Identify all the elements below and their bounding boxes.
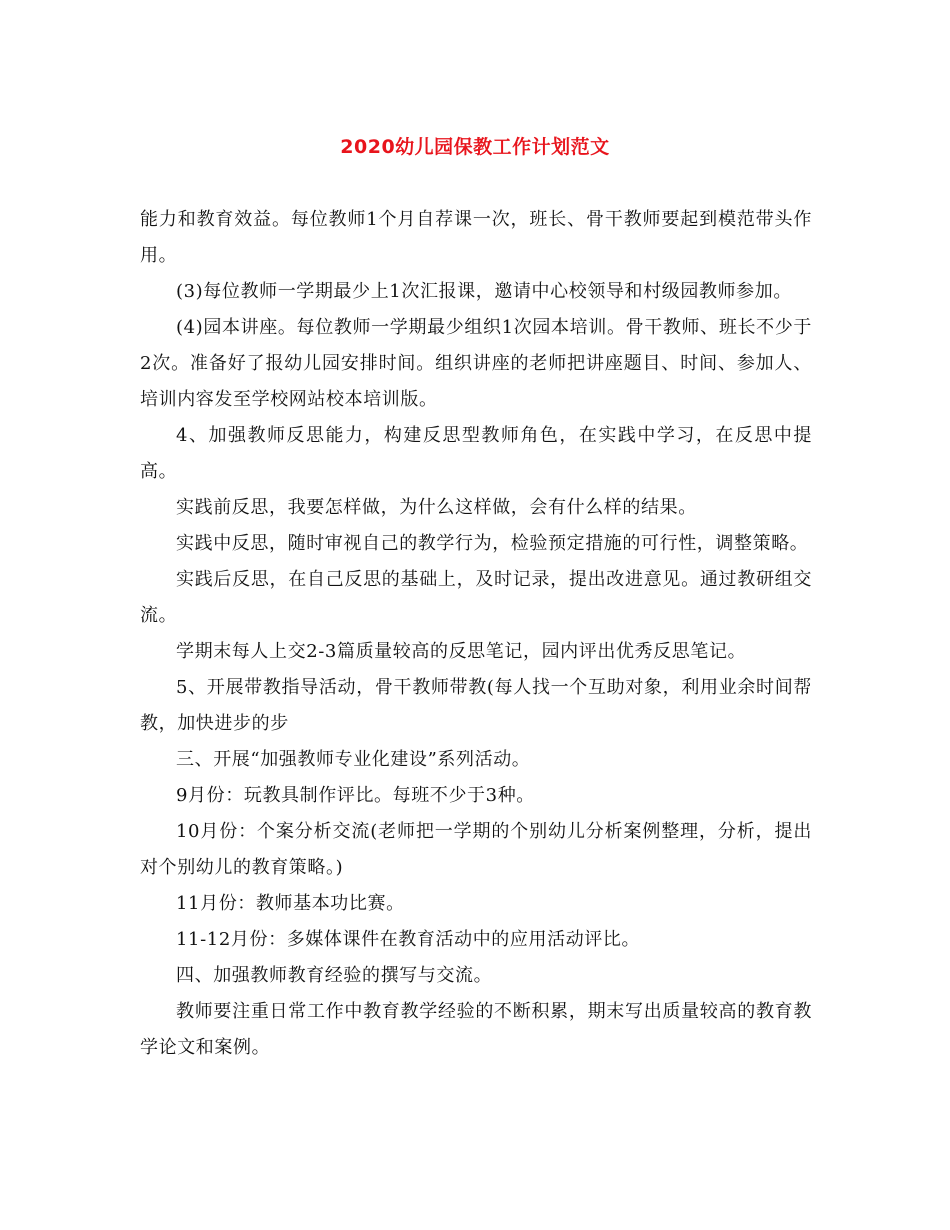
paragraph: 能力和教育效益。每位教师1个月自荐课一次，班长、骨干教师要起到模范带头作用。 xyxy=(140,209,812,266)
paragraph: 教师要注重日常工作中教育教学经验的不断积累，期末写出质量较高的教育教学论文和案例。 xyxy=(140,1001,812,1058)
paragraph: 三、开展“加强教师专业化建设”系列活动。 xyxy=(176,749,531,770)
paragraph: (4)园本讲座。每位教师一学期最少组织1次园本培训。骨干教师、班长不少于2次。准备好了报幼儿园安排时间。组织讲座的老师把讲座题目、时间、参加人、培训内容发至学校网站校本培训版。 xyxy=(140,317,812,410)
paragraph: 实践后反思，在自己反思的基础上，及时记录，提出改进意见。通过教研组交流。 xyxy=(140,569,812,626)
paragraph: 11-12月份：多媒体课件在教育活动中的应用活动评比。 xyxy=(176,929,641,950)
paragraph: 实践前反思，我要怎样做，为什么这样做，会有什么样的结果。 xyxy=(176,497,697,518)
paragraph: 4、加强教师反思能力，构建反思型教师角色，在实践中学习，在反思中提高。 xyxy=(140,425,812,482)
paragraph: 学期末每人上交2-3篇质量较高的反思笔记，园内评出优秀反思笔记。 xyxy=(176,641,747,662)
paragraph: 9月份：玩教具制作评比。每班不少于3种。 xyxy=(176,785,535,806)
document-body xyxy=(140,202,812,1066)
paragraph: 实践中反思，随时审视自己的教学行为，检验预定措施的可行性，调整策略。 xyxy=(176,533,809,554)
paragraph: 四、加强教师教育经验的撰写与交流。 xyxy=(176,965,493,986)
document-title: 2020幼儿园保教工作计划范文 xyxy=(340,136,610,158)
paragraph: 11月份：教师基本功比赛。 xyxy=(176,893,405,914)
paragraph: 10月份：个案分析交流(老师把一学期的个别幼儿分析案例整理，分析，提出对个别幼儿的教育策略。) xyxy=(140,821,812,878)
paragraph: 5、开展带教指导活动，骨干教师带教(每人找一个互助对象，利用业余时间帮教，加快进步的步 xyxy=(140,677,812,734)
paragraph: (3)每位教师一学期最少上1次汇报课，邀请中心校领导和村级园教师参加。 xyxy=(176,281,792,302)
